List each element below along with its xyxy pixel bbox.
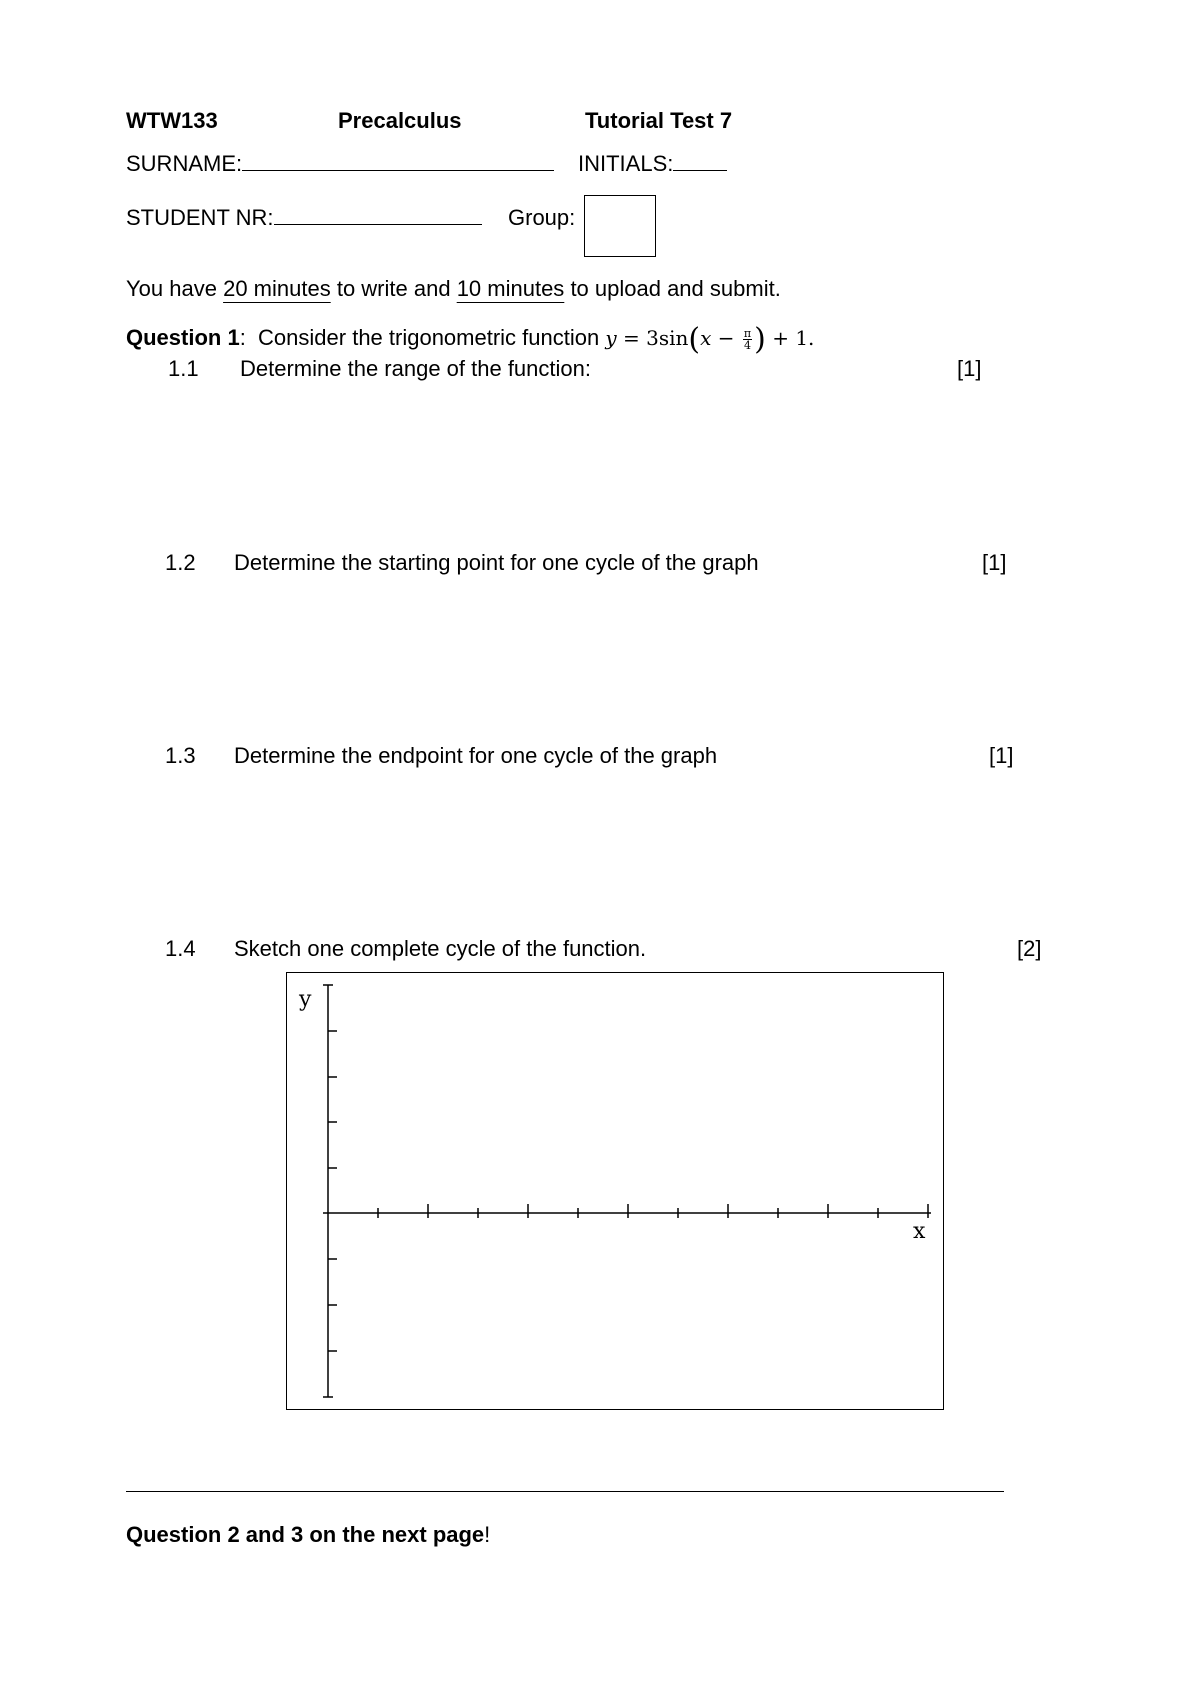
part-1-1-text: Determine the range of the function:	[240, 356, 591, 381]
y-axis-label: y	[299, 987, 312, 1012]
footer-note-tail: !	[484, 1522, 491, 1547]
x-axis-label: x	[913, 1219, 926, 1244]
part-1-4-marks: [2]	[1017, 936, 1042, 961]
part-1-3-marks: [1]	[989, 743, 1014, 768]
left-paren: (	[688, 322, 701, 357]
initials-label: INITIALS:	[578, 151, 674, 176]
part-1-2-marks: [1]	[982, 550, 1007, 575]
divider-line	[126, 1491, 1004, 1492]
student-nr-label: STUDENT NR:	[126, 205, 274, 230]
group-label: Group:	[508, 205, 576, 230]
fraction-denominator: 4	[744, 339, 752, 352]
footer-note	[126, 1522, 490, 1548]
function-lhs: y	[605, 326, 617, 350]
function-var: x	[700, 326, 712, 350]
instructions	[126, 276, 781, 302]
part-1-2-text: Determine the starting point for one cycle of the graph	[234, 550, 759, 575]
surname-label: SURNAME:	[126, 151, 243, 176]
footer-note-bold: Question 2 and 3 on the next page	[126, 1522, 485, 1547]
part-1-4-number: 1.4	[165, 936, 196, 961]
function-sin: sin	[658, 326, 689, 350]
initials-row	[578, 151, 727, 177]
write-time: 20 minutes	[223, 276, 331, 301]
function-eq: =	[623, 326, 640, 350]
initials-field[interactable]	[673, 152, 727, 171]
surname-row	[126, 151, 554, 177]
x-ticks	[378, 1204, 928, 1218]
question-1-heading	[126, 322, 814, 357]
upload-time: 10 minutes	[456, 276, 565, 301]
axes-svg	[287, 973, 943, 1409]
part-1-3-text: Determine the endpoint for one cycle of the graph	[234, 743, 718, 768]
function-expression	[605, 322, 815, 357]
part-1-1-marks: [1]	[957, 356, 982, 381]
part-1-2-number: 1.2	[165, 550, 196, 575]
y-ticks	[328, 1031, 337, 1351]
part-1-1-number: 1.1	[168, 356, 199, 381]
question-1-colon: :	[239, 325, 246, 350]
question-1-label: Question 1	[126, 325, 240, 350]
subject-title: Precalculus	[338, 108, 462, 133]
part-1-3-number: 1.3	[165, 743, 196, 768]
right-paren: )	[754, 322, 766, 357]
sketch-area[interactable]	[286, 972, 944, 1410]
function-minus: −	[717, 326, 735, 350]
course-code: WTW133	[126, 108, 218, 133]
group-box[interactable]	[584, 195, 656, 257]
instructions-suffix: to upload and submit.	[570, 276, 781, 301]
test-title: Tutorial Test 7	[585, 108, 733, 133]
function-coef: 3	[646, 326, 659, 350]
instructions-middle: to write and	[336, 276, 451, 301]
function-plus: + 1.	[772, 326, 815, 350]
part-1-4-text: Sketch one complete cycle of the function.	[234, 936, 647, 961]
fraction-numerator: π	[743, 327, 752, 340]
question-1-intro: Consider the trigonometric function	[258, 325, 600, 350]
instructions-prefix: You have	[126, 276, 217, 301]
surname-field[interactable]	[242, 152, 554, 171]
pi-over-4-fraction	[743, 328, 752, 351]
student-nr-row	[126, 205, 482, 231]
student-nr-field[interactable]	[274, 206, 482, 225]
